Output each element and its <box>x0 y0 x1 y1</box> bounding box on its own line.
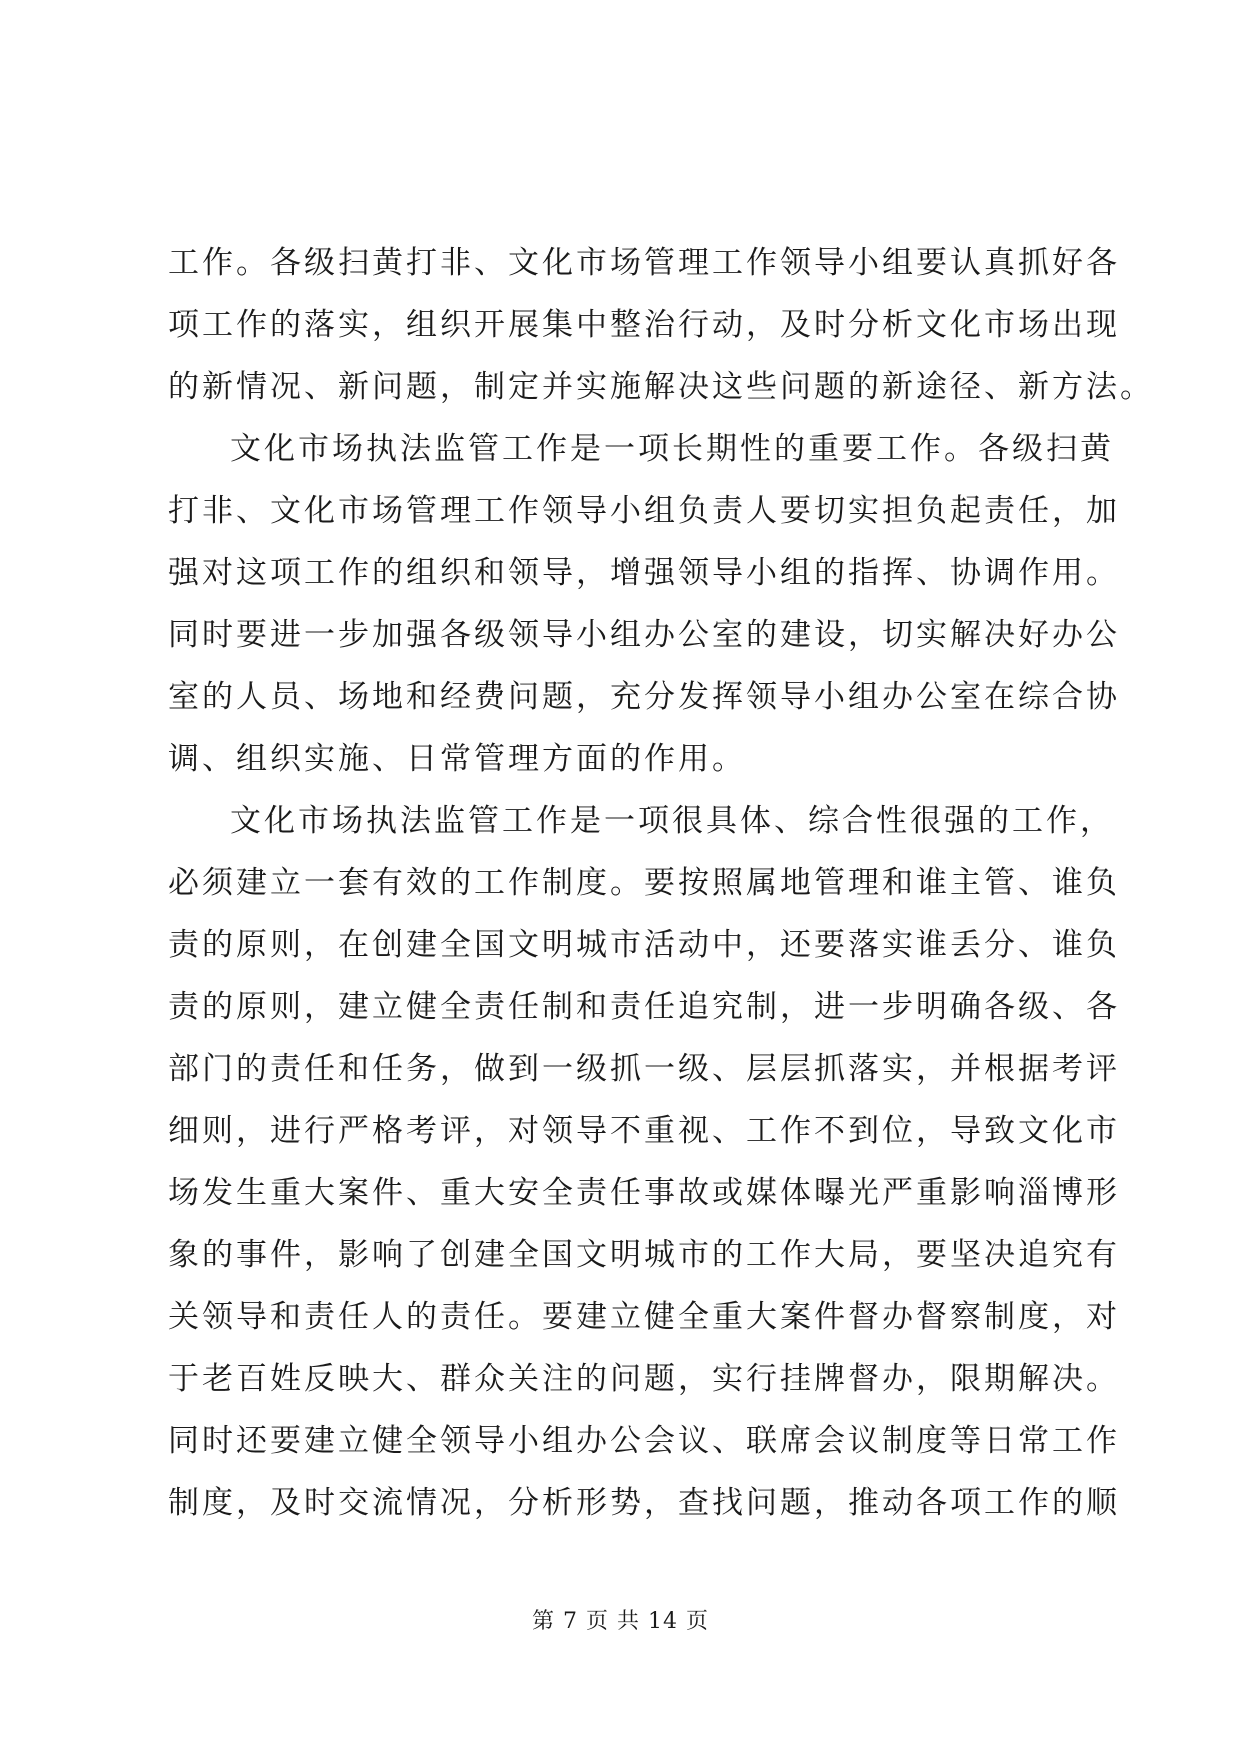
text-line: 细则，进行严格考评，对领导不重视、工作不到位，导致文化市 <box>168 1113 1120 1149</box>
text-line: 责的原则，建立健全责任制和责任追究制，进一步明确各级、各 <box>168 989 1120 1025</box>
text-line: 室的人员、场地和经费问题，充分发挥领导小组办公室在综合协 <box>168 679 1120 715</box>
text-line: 同时还要建立健全领导小组办公会议、联席会议制度等日常工作 <box>168 1423 1120 1459</box>
text-line: 场发生重大案件、重大安全责任事故或媒体曝光严重影响淄博形 <box>168 1175 1120 1211</box>
text-line: 工作。各级扫黄打非、文化市场管理工作领导小组要认真抓好各 <box>168 245 1120 281</box>
text-line: 必须建立一套有效的工作制度。要按照属地管理和谁主管、谁负 <box>168 865 1120 901</box>
text-line: 同时要进一步加强各级领导小组办公室的建设，切实解决好办公 <box>168 617 1120 653</box>
paragraph-first-line: 文化市场执法监管工作是一项很具体、综合性很强的工作， <box>230 803 1114 839</box>
body-text <box>168 232 1154 1534</box>
text-line: 象的事件，影响了创建全国文明城市的工作大局，要坚决追究有 <box>168 1237 1120 1273</box>
text-line: 的新情况、新问题，制定并实施解决这些问题的新途径、新方法。 <box>168 369 1154 405</box>
text-line: 部门的责任和任务，做到一级抓一级、层层抓落实，并根据考评 <box>168 1051 1120 1087</box>
text-line: 强对这项工作的组织和领导，增强领导小组的指挥、协调作用。 <box>168 555 1120 591</box>
text-line: 制度，及时交流情况，分析形势，查找问题，推动各项工作的顺 <box>168 1485 1120 1521</box>
text-line: 打非、文化市场管理工作领导小组负责人要切实担负起责任，加 <box>168 493 1120 529</box>
text-line: 关领导和责任人的责任。要建立健全重大案件督办督察制度，对 <box>168 1299 1120 1335</box>
text-line: 责的原则，在创建全国文明城市活动中，还要落实谁丢分、谁负 <box>168 927 1120 963</box>
text-line: 项工作的落实，组织开展集中整治行动，及时分析文化市场出现 <box>168 307 1120 343</box>
paragraph-first-line: 文化市场执法监管工作是一项长期性的重要工作。各级扫黄 <box>230 431 1114 467</box>
page-footer: 第 7 页 共 14 页 <box>532 1609 709 1634</box>
text-line: 于老百姓反映大、群众关注的问题，实行挂牌督办，限期解决。 <box>168 1361 1120 1397</box>
text-line: 调、组织实施、日常管理方面的作用。 <box>168 741 746 777</box>
